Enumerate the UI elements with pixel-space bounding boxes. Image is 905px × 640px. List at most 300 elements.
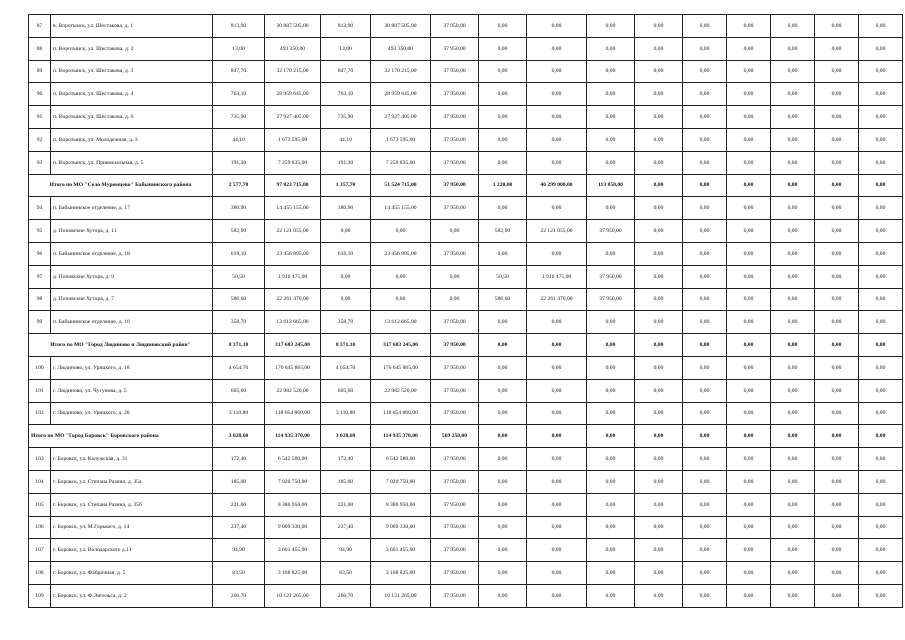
value-cell: 0,00 (859, 402, 903, 425)
value-cell: 3 601 455,00 (371, 539, 431, 562)
table-row (29, 402, 903, 425)
value-cell: 0,00 (587, 311, 635, 334)
value-cell: 13,00 (213, 37, 265, 60)
value-cell: 0,00 (815, 15, 859, 38)
address-cell: д. Поповские Хутора, д. 7 (51, 288, 213, 311)
value-cell: 37 950,00 (431, 493, 479, 516)
value-cell: 176 645 865,00 (265, 356, 321, 379)
value-cell: 7 259 835,00 (265, 151, 321, 174)
value-cell: 0,00 (771, 539, 815, 562)
value-cell: 0,00 (859, 128, 903, 151)
housing-program-table (28, 14, 903, 608)
value-cell: 0,00 (527, 425, 587, 448)
table-row (29, 288, 903, 311)
value-cell: 0,00 (587, 425, 635, 448)
address-cell: г. Боровск, ул. Степана Разина, д. 35а (51, 470, 213, 493)
value-cell: 0,00 (587, 242, 635, 265)
value-cell: 37 950,00 (431, 334, 479, 357)
value-cell: 0,00 (527, 562, 587, 585)
value-cell: 37 950,00 (431, 242, 479, 265)
value-cell: 0,00 (859, 37, 903, 60)
value-cell: 0,00 (727, 493, 771, 516)
value-cell: 0,00 (431, 220, 479, 243)
value-cell: 0,00 (815, 106, 859, 129)
value-cell: 0,00 (771, 379, 815, 402)
value-cell: 0,00 (771, 60, 815, 83)
value-cell: 0,00 (683, 356, 727, 379)
value-cell: 0,00 (683, 470, 727, 493)
value-cell: 0,00 (683, 334, 727, 357)
value-cell: 0,00 (527, 311, 587, 334)
value-cell: 14 455 155,00 (371, 197, 431, 220)
value-cell: 0,00 (683, 493, 727, 516)
value-cell: 0,00 (635, 425, 683, 448)
value-cell: 493 350,00 (371, 37, 431, 60)
value-cell: 0,00 (727, 174, 771, 197)
value-cell: 0,00 (587, 197, 635, 220)
value-cell: 113 850,00 (587, 174, 635, 197)
table-row (29, 128, 903, 151)
value-cell: 0,00 (527, 470, 587, 493)
row-number: 87 (29, 15, 51, 38)
value-cell: 0,00 (727, 60, 771, 83)
row-number: 97 (29, 265, 51, 288)
value-cell: 0,00 (683, 584, 727, 607)
value-cell: 0,00 (859, 539, 903, 562)
value-cell: 0,00 (771, 356, 815, 379)
value-cell: 32 170 215,00 (371, 60, 431, 83)
value-cell: 0,00 (815, 584, 859, 607)
value-cell: 0,00 (815, 242, 859, 265)
value-cell: 37 950,00 (431, 562, 479, 585)
value-cell: 0,00 (771, 470, 815, 493)
value-cell: 0,00 (771, 402, 815, 425)
value-cell: 0,00 (859, 265, 903, 288)
value-cell: 0,00 (527, 106, 587, 129)
value-cell: 3 028,60 (213, 425, 265, 448)
value-cell: 83,50 (321, 562, 371, 585)
value-cell: 0,00 (587, 448, 635, 471)
value-cell: 0,00 (859, 356, 903, 379)
value-cell: 0,00 (587, 106, 635, 129)
value-cell: 0,00 (587, 60, 635, 83)
address-cell: г. Людиново, ул. Урицкого, д. 18 (51, 356, 213, 379)
address-cell: г. Боровск, ул. Калужская, д. 31 (51, 448, 213, 471)
address-cell: п. Воротынск, ул. Шестакова, д. 6 (51, 106, 213, 129)
value-cell: 37 950,00 (431, 15, 479, 38)
value-cell: 0,00 (727, 197, 771, 220)
value-cell: 37 950,00 (587, 220, 635, 243)
value-cell: 28 959 645,00 (371, 83, 431, 106)
value-cell: 1 673 595,00 (371, 128, 431, 151)
value-cell: 0,00 (479, 151, 527, 174)
subtotal-row (29, 425, 903, 448)
value-cell: 0,00 (815, 516, 859, 539)
value-cell: 0,00 (771, 128, 815, 151)
value-cell: 0,00 (859, 15, 903, 38)
value-cell: 0,00 (727, 83, 771, 106)
value-cell: 0,00 (587, 402, 635, 425)
value-cell: 0,00 (771, 15, 815, 38)
value-cell: 0,00 (587, 83, 635, 106)
value-cell: 0,00 (527, 584, 587, 607)
value-cell: 380,90 (321, 197, 371, 220)
value-cell: 0,00 (683, 265, 727, 288)
value-cell: 0,00 (727, 356, 771, 379)
value-cell: 172,40 (213, 448, 265, 471)
row-number: 104 (29, 470, 51, 493)
row-number: 106 (29, 516, 51, 539)
value-cell: 0,00 (479, 516, 527, 539)
table-row (29, 15, 903, 38)
value-cell: 0,00 (815, 60, 859, 83)
row-number: 103 (29, 448, 51, 471)
value-cell: 51 524 715,00 (371, 174, 431, 197)
value-cell: 50,50 (479, 265, 527, 288)
value-cell: 185,00 (213, 470, 265, 493)
address-cell: п. Бабынинское отделение, д. 16 (51, 311, 213, 334)
value-cell: 0,00 (527, 83, 587, 106)
row-number: 93 (29, 151, 51, 174)
value-cell: 0,00 (635, 220, 683, 243)
value-cell: 1 357,70 (321, 174, 371, 197)
row-number: 88 (29, 37, 51, 60)
value-cell: 3 601 455,00 (265, 539, 321, 562)
table-row (29, 562, 903, 585)
value-cell: 37 950,00 (431, 402, 479, 425)
value-cell: 735,90 (321, 106, 371, 129)
value-cell: 0,00 (815, 425, 859, 448)
value-cell: 0,00 (635, 311, 683, 334)
value-cell: 0,00 (815, 151, 859, 174)
value-cell: 37 950,00 (431, 516, 479, 539)
row-number: 94 (29, 197, 51, 220)
table-row (29, 83, 903, 106)
address-cell: г. Боровск, ул. Фабричная, д. 5 (51, 562, 213, 585)
value-cell: 0,00 (727, 37, 771, 60)
value-cell: 0,00 (479, 425, 527, 448)
table-row (29, 379, 903, 402)
value-cell: 0,00 (527, 402, 587, 425)
address-cell: г. Людиново, ул. Чугунова, д. 5 (51, 379, 213, 402)
value-cell: 0,00 (683, 174, 727, 197)
value-cell: 0,00 (727, 425, 771, 448)
value-cell: 0,00 (683, 106, 727, 129)
value-cell: 0,00 (479, 493, 527, 516)
value-cell: 0,00 (479, 15, 527, 38)
row-number: 95 (29, 220, 51, 243)
value-cell: 0,00 (771, 448, 815, 471)
value-cell: 37 950,00 (431, 83, 479, 106)
value-cell: 0,00 (635, 60, 683, 83)
value-cell: 0,00 (527, 242, 587, 265)
value-cell: 22 121 055,00 (527, 220, 587, 243)
value-cell: 0,00 (527, 15, 587, 38)
value-cell: 618,10 (321, 242, 371, 265)
value-cell: 0,00 (859, 311, 903, 334)
value-cell: 118 054 860,00 (371, 402, 431, 425)
value-cell: 0,00 (479, 562, 527, 585)
table-row (29, 151, 903, 174)
subtotal-row (29, 174, 903, 197)
table-row (29, 242, 903, 265)
value-cell: 0,00 (479, 37, 527, 60)
value-cell: 37 950,00 (431, 37, 479, 60)
subtotal-label: Итого по МО "Село Муромцево" Бабынинского района (29, 174, 213, 197)
value-cell: 0,00 (859, 60, 903, 83)
value-cell: 0,00 (479, 584, 527, 607)
value-cell: 0,00 (683, 448, 727, 471)
value-cell: 0,00 (587, 379, 635, 402)
value-cell: 317 683 245,00 (265, 334, 321, 357)
value-cell: 44,10 (213, 128, 265, 151)
value-cell: 0,00 (859, 83, 903, 106)
value-cell: 582,90 (479, 220, 527, 243)
row-number: 91 (29, 106, 51, 129)
value-cell: 3 110,80 (321, 402, 371, 425)
value-cell: 0,00 (635, 197, 683, 220)
value-cell: 0,00 (859, 448, 903, 471)
value-cell: 0,00 (479, 60, 527, 83)
value-cell: 0,00 (527, 151, 587, 174)
address-cell: г. Боровск, ул. Володарского д.11 (51, 539, 213, 562)
value-cell: 0,00 (587, 15, 635, 38)
address-cell: в. Воротынск, ул. Шестакова, д. 1 (51, 15, 213, 38)
value-cell: 763,10 (213, 83, 265, 106)
value-cell: 23 456 895,00 (371, 242, 431, 265)
value-cell: 37 950,00 (431, 379, 479, 402)
subtotal-row (29, 334, 903, 357)
value-cell: 0,00 (815, 83, 859, 106)
value-cell: 0,00 (771, 197, 815, 220)
value-cell: 0,00 (859, 197, 903, 220)
value-cell: 0,00 (815, 37, 859, 60)
value-cell: 0,00 (727, 402, 771, 425)
value-cell: 0,00 (815, 379, 859, 402)
address-cell: г. Боровск, ул. М.Горького, д. 14 (51, 516, 213, 539)
value-cell: 0,00 (479, 128, 527, 151)
value-cell: 0,00 (815, 539, 859, 562)
value-cell: 27 927 405,00 (371, 106, 431, 129)
value-cell: 0,00 (727, 128, 771, 151)
value-cell: 7 020 750,00 (265, 470, 321, 493)
value-cell: 94,90 (213, 539, 265, 562)
value-cell: 1 220,00 (479, 174, 527, 197)
value-cell: 847,70 (213, 60, 265, 83)
row-number: 105 (29, 493, 51, 516)
value-cell: 0,00 (771, 106, 815, 129)
value-cell: 0,00 (683, 288, 727, 311)
value-cell: 0,00 (727, 265, 771, 288)
value-cell: 0,00 (527, 37, 587, 60)
value-cell: 0,00 (859, 562, 903, 585)
value-cell: 0,00 (859, 516, 903, 539)
value-cell: 0,00 (371, 265, 431, 288)
value-cell: 0,00 (859, 425, 903, 448)
value-cell: 0,00 (815, 197, 859, 220)
value-cell: 0,00 (815, 493, 859, 516)
value-cell: 37 950,00 (587, 265, 635, 288)
value-cell: 50,50 (213, 265, 265, 288)
value-cell: 8 386 950,00 (371, 493, 431, 516)
address-cell: п. Бабынинское отделение, д. 17 (51, 197, 213, 220)
row-number: 96 (29, 242, 51, 265)
value-cell: 493 350,00 (265, 37, 321, 60)
row-number: 101 (29, 379, 51, 402)
value-cell: 3 168 825,00 (265, 562, 321, 585)
value-cell: 266,70 (213, 584, 265, 607)
value-cell: 0,00 (683, 402, 727, 425)
value-cell: 94,90 (321, 539, 371, 562)
value-cell: 0,00 (635, 356, 683, 379)
value-cell: 46 299 000,00 (527, 174, 587, 197)
value-cell: 618,10 (213, 242, 265, 265)
value-cell: 0,00 (771, 584, 815, 607)
value-cell: 37 950,00 (431, 584, 479, 607)
row-number: 89 (29, 60, 51, 83)
address-cell: г. Людиново, ул. Урицкого, д. 20 (51, 402, 213, 425)
row-number: 98 (29, 288, 51, 311)
value-cell: 0,00 (727, 470, 771, 493)
value-cell: 0,00 (371, 288, 431, 311)
value-cell: 0,00 (727, 584, 771, 607)
value-cell: 0,00 (771, 311, 815, 334)
value-cell: 0,00 (727, 448, 771, 471)
value-cell: 0,00 (683, 425, 727, 448)
value-cell: 582,90 (213, 220, 265, 243)
value-cell: 0,00 (635, 151, 683, 174)
value-cell: 10 121 265,00 (371, 584, 431, 607)
value-cell: 0,00 (479, 106, 527, 129)
value-cell: 0,00 (815, 174, 859, 197)
value-cell: 813,90 (213, 15, 265, 38)
value-cell: 0,00 (771, 220, 815, 243)
value-cell: 13,00 (321, 37, 371, 60)
value-cell: 0,00 (771, 493, 815, 516)
value-cell: 0,00 (635, 106, 683, 129)
table-row (29, 516, 903, 539)
row-number: 107 (29, 539, 51, 562)
row-number: 90 (29, 83, 51, 106)
value-cell: 0,00 (859, 151, 903, 174)
value-cell: 3 168 825,00 (371, 562, 431, 585)
value-cell: 0,00 (587, 470, 635, 493)
row-number: 109 (29, 584, 51, 607)
value-cell: 0,00 (815, 265, 859, 288)
value-cell: 3 110,80 (213, 402, 265, 425)
value-cell: 0,00 (727, 516, 771, 539)
value-cell: 8 371,10 (321, 334, 371, 357)
value-cell: 0,00 (683, 516, 727, 539)
value-cell: 0,00 (859, 242, 903, 265)
value-cell: 0,00 (859, 174, 903, 197)
value-cell: 0,00 (727, 15, 771, 38)
value-cell: 8 371,10 (213, 334, 265, 357)
value-cell: 569 250,00 (431, 425, 479, 448)
value-cell: 185,00 (321, 470, 371, 493)
value-cell: 0,00 (771, 288, 815, 311)
value-cell: 0,00 (727, 539, 771, 562)
value-cell: 0,00 (683, 37, 727, 60)
value-cell: 0,00 (727, 106, 771, 129)
value-cell: 37 950,00 (431, 106, 479, 129)
value-cell: 118 054 860,00 (265, 402, 321, 425)
value-cell: 0,00 (635, 83, 683, 106)
value-cell: 0,00 (479, 470, 527, 493)
value-cell: 0,00 (859, 379, 903, 402)
value-cell: 22 121 055,00 (265, 220, 321, 243)
value-cell: 23 456 895,00 (265, 242, 321, 265)
value-cell: 0,00 (771, 242, 815, 265)
value-cell: 0,00 (727, 288, 771, 311)
value-cell: 0,00 (727, 379, 771, 402)
value-cell: 0,00 (527, 334, 587, 357)
row-number: 100 (29, 356, 51, 379)
value-cell: 37 950,00 (431, 128, 479, 151)
value-cell: 0,00 (683, 60, 727, 83)
value-cell: 0,00 (431, 265, 479, 288)
subtotal-label: Итого по МО "Город Боровск" Боровского района (29, 425, 213, 448)
value-cell: 0,00 (587, 356, 635, 379)
value-cell: 0,00 (479, 334, 527, 357)
value-cell: 0,00 (527, 60, 587, 83)
value-cell: 83,50 (213, 562, 265, 585)
table-row (29, 37, 903, 60)
table-row (29, 493, 903, 516)
value-cell: 0,00 (727, 242, 771, 265)
value-cell: 9 009 330,00 (371, 516, 431, 539)
value-cell: 813,90 (321, 15, 371, 38)
value-cell: 0,00 (527, 448, 587, 471)
value-cell: 221,00 (321, 493, 371, 516)
value-cell: 317 683 245,00 (371, 334, 431, 357)
row-number: 99 (29, 311, 51, 334)
value-cell: 191,30 (321, 151, 371, 174)
value-cell: 1 916 475,00 (265, 265, 321, 288)
value-cell: 0,00 (635, 379, 683, 402)
value-cell: 0,00 (527, 379, 587, 402)
value-cell: 221,00 (213, 493, 265, 516)
value-cell: 0,00 (635, 448, 683, 471)
value-cell: 380,90 (213, 197, 265, 220)
value-cell: 0,00 (587, 493, 635, 516)
address-cell: п. Воротынск, ул. Шестакова, д. 4 (51, 83, 213, 106)
value-cell: 7 020 750,00 (371, 470, 431, 493)
value-cell: 0,00 (587, 539, 635, 562)
value-cell: 0,00 (527, 516, 587, 539)
value-cell: 37 950,00 (431, 448, 479, 471)
value-cell: 0,00 (587, 151, 635, 174)
value-cell: 0,00 (683, 151, 727, 174)
value-cell: 0,00 (683, 15, 727, 38)
value-cell: 0,00 (815, 334, 859, 357)
value-cell: 0,00 (635, 128, 683, 151)
value-cell: 22 982 520,00 (371, 379, 431, 402)
value-cell: 10 121 265,00 (265, 584, 321, 607)
value-cell: 0,00 (771, 265, 815, 288)
value-cell: 6 542 580,00 (265, 448, 321, 471)
value-cell: 0,00 (635, 265, 683, 288)
value-cell: 37 950,00 (431, 174, 479, 197)
value-cell: 176 645 865,00 (371, 356, 431, 379)
value-cell: 0,00 (635, 174, 683, 197)
value-cell: 0,00 (479, 402, 527, 425)
value-cell: 2 577,70 (213, 174, 265, 197)
value-cell: 0,00 (635, 539, 683, 562)
value-cell: 266,70 (321, 584, 371, 607)
row-number: 102 (29, 402, 51, 425)
value-cell: 763,10 (321, 83, 371, 106)
